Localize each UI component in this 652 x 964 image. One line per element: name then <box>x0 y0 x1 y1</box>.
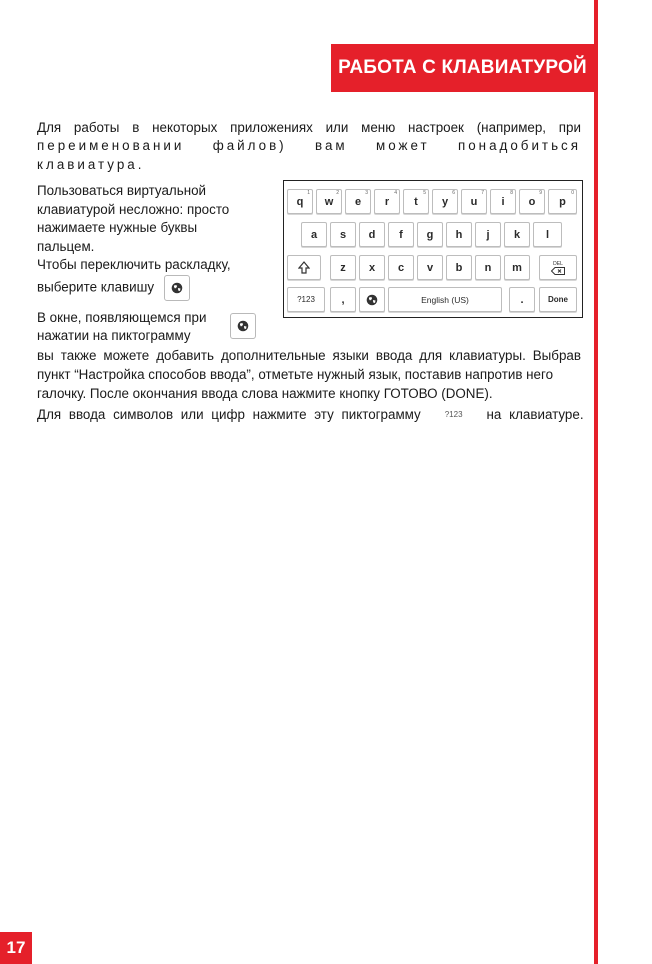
key-t[interactable]: t 5 <box>403 189 429 214</box>
left-line: Чтобы переключить раскладку, <box>37 257 231 273</box>
key-z[interactable]: z <box>330 255 356 280</box>
shift-key[interactable] <box>287 255 321 280</box>
left-line: выберите клавишу <box>37 279 155 295</box>
key-o[interactable]: o 9 <box>519 189 545 214</box>
key-w[interactable]: w 2 <box>316 189 342 214</box>
left-paragraph <box>37 182 267 301</box>
body-line-1: вы также можете добавить дополнительные языки ввода для клавиатуры. Выбрав <box>37 348 581 363</box>
globe-icon <box>366 294 378 306</box>
delete-label: DEL <box>553 260 563 267</box>
symbols-key[interactable]: ?123 <box>287 287 325 312</box>
period-key[interactable]: . <box>509 287 535 312</box>
key-h[interactable]: h <box>446 222 472 247</box>
globe-key-icon <box>230 313 256 339</box>
para2-line: В окне, появляющемся при <box>37 310 207 325</box>
key-n[interactable]: n <box>475 255 501 280</box>
key-c[interactable]: c <box>388 255 414 280</box>
comma-key[interactable]: , <box>330 287 356 312</box>
key-k[interactable]: k <box>504 222 530 247</box>
body-line-4 <box>37 405 584 424</box>
key-f[interactable]: f <box>388 222 414 247</box>
key-s[interactable]: s <box>330 222 356 247</box>
shift-arrow-icon <box>298 261 310 274</box>
para2-line: нажатии на пиктограмму <box>37 328 191 343</box>
intro-line-1: Для работы в некоторых приложениях или меню настроек (например, при <box>37 120 581 135</box>
intro-line-2: переименовании файлов) вам может понадобиться клавиатура. <box>37 138 581 172</box>
body-line-3: галочку. После окончания ввода слова нажмите кнопку ГОТОВО (DONE). <box>37 386 493 401</box>
key-l[interactable]: l <box>533 222 562 247</box>
language-globe-key[interactable] <box>359 287 385 312</box>
body-line-2: пункт “Настройка способов ввода”, отметьте нужный язык, поставив напротив него <box>37 367 554 382</box>
key-r[interactable]: r 4 <box>374 189 400 214</box>
key-a[interactable]: a <box>301 222 327 247</box>
done-key[interactable]: Done <box>539 287 577 312</box>
left-line-with-icon <box>37 275 267 301</box>
key-b[interactable]: b <box>446 255 472 280</box>
key-j[interactable]: j <box>475 222 501 247</box>
page-number: 17 <box>0 932 32 964</box>
left-line: клавиатурой несложно: просто <box>37 201 230 217</box>
section-title: РАБОТА С КЛАВИАТУРОЙ <box>331 44 594 92</box>
key-v[interactable]: v <box>417 255 443 280</box>
key-p[interactable]: p 0 <box>548 189 577 214</box>
red-vertical-rule <box>594 0 598 964</box>
key-i[interactable]: i 8 <box>490 189 516 214</box>
left-line: нажимаете нужные буквы <box>37 220 198 236</box>
key-e[interactable]: e 3 <box>345 189 371 214</box>
key-x[interactable]: x <box>359 255 385 280</box>
key-y[interactable]: y 6 <box>432 189 458 214</box>
globe-key-icon <box>164 275 190 301</box>
keyboard-illustration <box>283 180 583 318</box>
symbols-key-inline: ?123 <box>444 410 463 419</box>
key-d[interactable]: d <box>359 222 385 247</box>
paragraph-window <box>37 309 227 345</box>
left-line: Пользоваться виртуальной <box>37 183 207 198</box>
delete-key[interactable] <box>539 255 577 280</box>
key-g[interactable]: g <box>417 222 443 247</box>
key-m[interactable]: m <box>504 255 530 280</box>
key-q[interactable]: q 1 <box>287 189 313 214</box>
body-line-4-text-end: на клавиатуре. <box>486 407 584 422</box>
body-line-4-text: Для ввода символов или цифр нажмите эту пиктограмму <box>37 407 421 422</box>
backspace-icon <box>551 267 565 275</box>
left-line: пальцем. <box>37 238 95 254</box>
space-key[interactable]: English (US) <box>388 287 502 312</box>
key-u[interactable]: u 7 <box>461 189 487 214</box>
